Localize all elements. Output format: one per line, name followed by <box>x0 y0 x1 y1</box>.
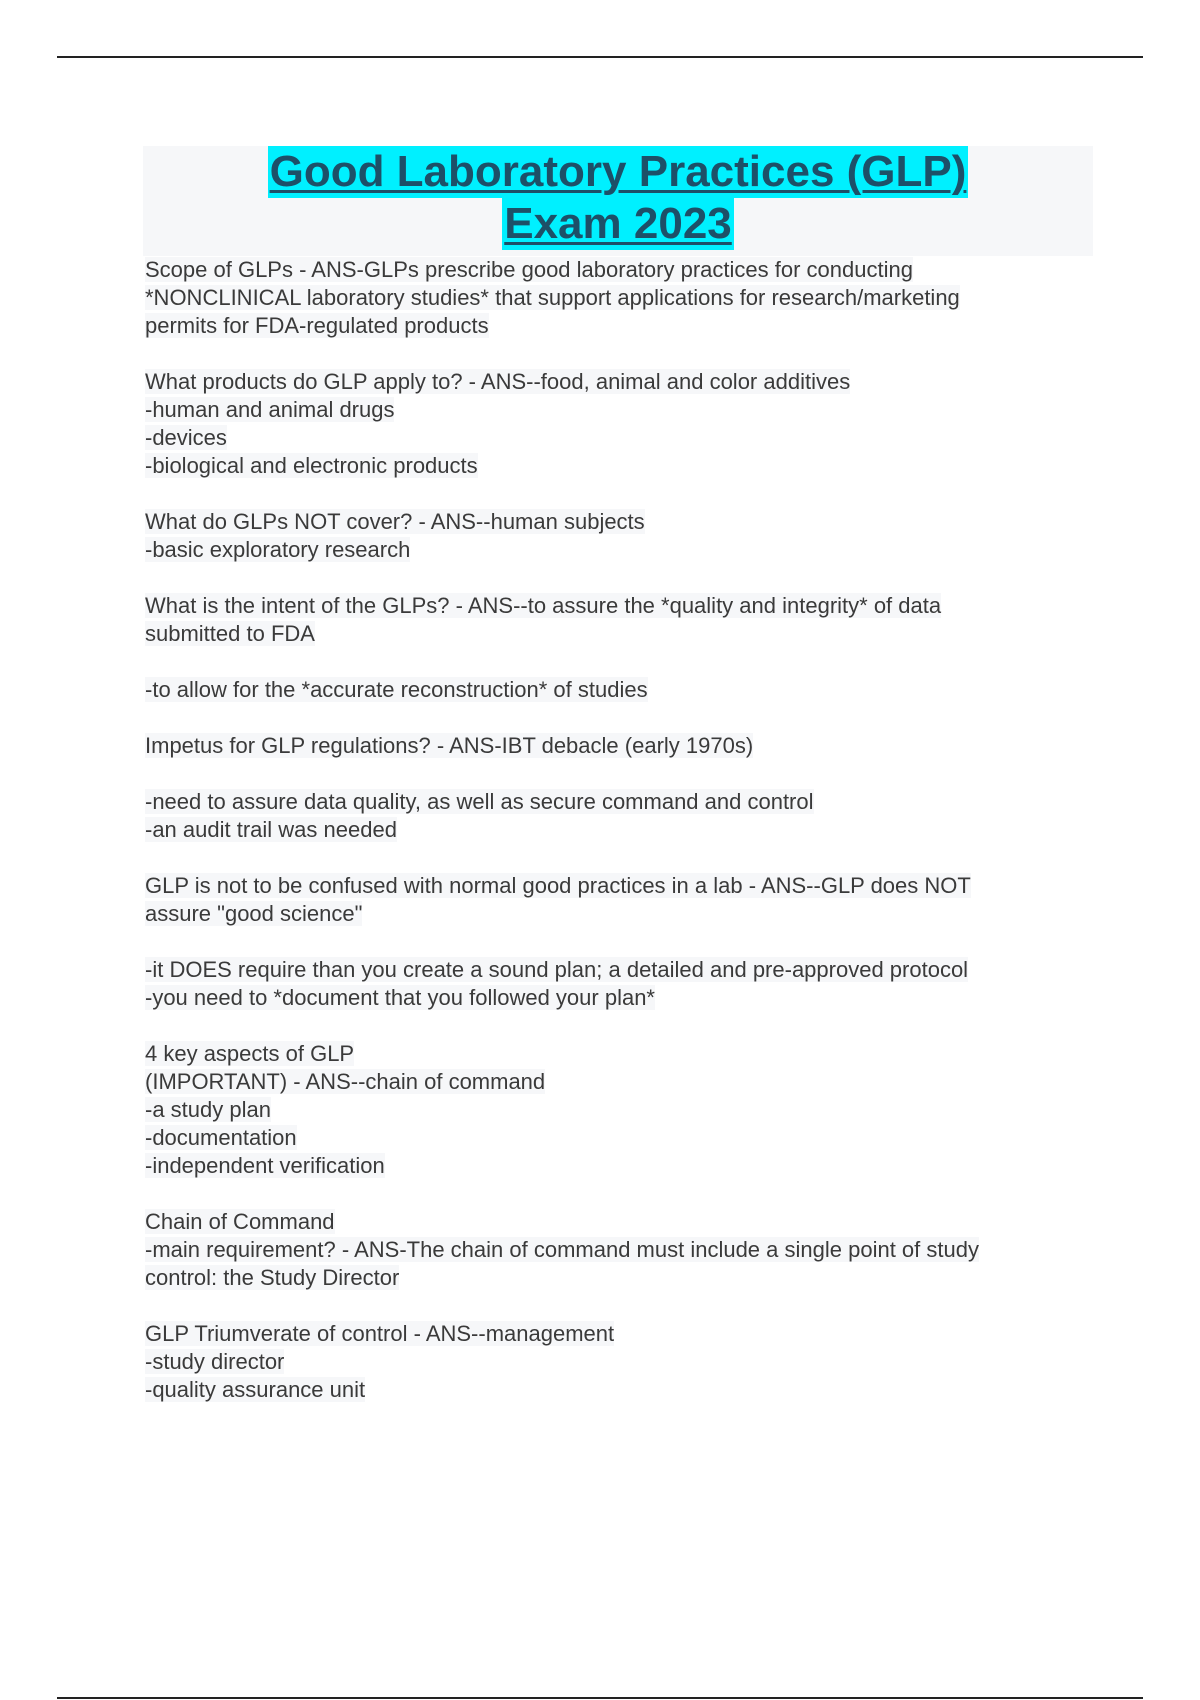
qa-entry <box>145 1320 1095 1404</box>
qa-line <box>145 676 1095 704</box>
qa-line-text: submitted to FDA <box>145 621 315 646</box>
qa-line-text: assure "good science" <box>145 901 363 926</box>
qa-line <box>145 1152 1095 1180</box>
qa-entry <box>145 1040 1095 1180</box>
qa-line <box>145 1068 1095 1096</box>
qa-line-text: -need to assure data quality, as well as secure command and control <box>145 789 814 814</box>
qa-line-text: What do GLPs NOT cover? - ANS--human subjects <box>145 509 645 534</box>
qa-line <box>145 452 1095 480</box>
qa-line-text: GLP Triumverate of control - ANS--management <box>145 1321 615 1346</box>
qa-line <box>145 1320 1095 1348</box>
qa-line <box>145 1264 1095 1292</box>
qa-line-text: What is the intent of the GLPs? - ANS--to assure the *quality and integrity* of data <box>145 593 942 618</box>
qa-line <box>145 284 1095 312</box>
qa-line-text: Impetus for GLP regulations? - ANS-IBT debacle (early 1970s) <box>145 733 754 758</box>
qa-line <box>145 732 1095 760</box>
qa-line <box>145 1096 1095 1124</box>
qa-line-text: *NONCLINICAL laboratory studies* that support applications for research/marketing <box>145 285 960 310</box>
qa-entry <box>145 872 1095 928</box>
qa-line <box>145 984 1095 1012</box>
qa-line <box>145 424 1095 452</box>
qa-line-text: GLP is not to be confused with normal good practices in a lab - ANS--GLP does NOT <box>145 873 971 898</box>
qa-line-text: Scope of GLPs - ANS-GLPs prescribe good laboratory practices for conducting <box>145 257 913 282</box>
qa-line <box>145 312 1095 340</box>
qa-entry <box>145 676 1095 704</box>
qa-line-text: -to allow for the *accurate reconstruction* of studies <box>145 677 648 702</box>
document-body <box>145 256 1095 1432</box>
qa-line <box>145 256 1095 284</box>
bottom-rule <box>57 1697 1143 1699</box>
qa-entry <box>145 508 1095 564</box>
qa-entry <box>145 732 1095 760</box>
qa-line-text: -it DOES require than you create a sound plan; a detailed and pre-approved protocol <box>145 957 969 982</box>
qa-line <box>145 1040 1095 1068</box>
qa-entry <box>145 1208 1095 1292</box>
qa-line <box>145 536 1095 564</box>
qa-line <box>145 592 1095 620</box>
qa-line-text: 4 key aspects of GLP <box>145 1041 355 1066</box>
qa-line-text: -an audit trail was needed <box>145 817 397 842</box>
qa-line-text: -independent verification <box>145 1153 385 1178</box>
qa-line <box>145 788 1095 816</box>
qa-line <box>145 1124 1095 1152</box>
qa-line <box>145 1348 1095 1376</box>
qa-line <box>145 1208 1095 1236</box>
title-line-1: Good Laboratory Practices (GLP) <box>269 147 967 196</box>
title-line-2: Exam 2023 <box>504 199 732 248</box>
qa-line-text: -documentation <box>145 1125 297 1150</box>
qa-line-text: -devices <box>145 425 227 450</box>
qa-line <box>145 816 1095 844</box>
qa-line <box>145 956 1095 984</box>
qa-line <box>145 1236 1095 1264</box>
qa-line <box>145 508 1095 536</box>
qa-entry <box>145 592 1095 648</box>
qa-line <box>145 1376 1095 1404</box>
qa-line-text: -study director <box>145 1349 285 1374</box>
qa-entry <box>145 368 1095 480</box>
qa-line-text: -biological and electronic products <box>145 453 478 478</box>
document-title <box>143 146 1093 256</box>
qa-line <box>145 396 1095 424</box>
qa-line-text: permits for FDA-regulated products <box>145 313 489 338</box>
qa-entry <box>145 256 1095 340</box>
qa-line <box>145 368 1095 396</box>
qa-line-text: (IMPORTANT) - ANS--chain of command <box>145 1069 546 1094</box>
qa-entry <box>145 956 1095 1012</box>
qa-line <box>145 872 1095 900</box>
qa-line <box>145 900 1095 928</box>
qa-line-text: What products do GLP apply to? - ANS--food, animal and color additives <box>145 369 851 394</box>
qa-line <box>145 620 1095 648</box>
qa-line-text: Chain of Command <box>145 1209 335 1234</box>
qa-line-text: control: the Study Director <box>145 1265 400 1290</box>
qa-line-text: -basic exploratory research <box>145 537 411 562</box>
qa-line-text: -a study plan <box>145 1097 271 1122</box>
qa-line-text: -main requirement? - ANS-The chain of command must include a single point of study <box>145 1237 979 1262</box>
qa-line-text: -human and animal drugs <box>145 397 395 422</box>
qa-line-text: -you need to *document that you followed your plan* <box>145 985 655 1010</box>
qa-entry <box>145 788 1095 844</box>
qa-line-text: -quality assurance unit <box>145 1377 366 1402</box>
top-rule <box>57 56 1143 58</box>
